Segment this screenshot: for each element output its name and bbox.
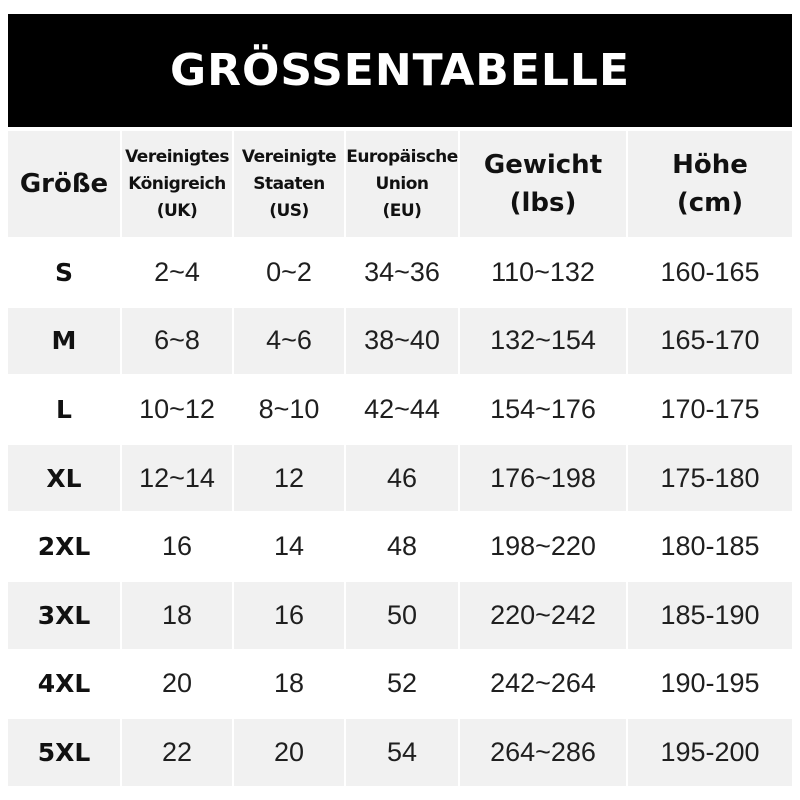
- header-line: (UK): [156, 200, 198, 221]
- header-weight: [460, 131, 628, 239]
- header-line: Gewicht: [483, 150, 603, 180]
- size-label: 2XL: [8, 513, 122, 582]
- size-table: [8, 131, 792, 788]
- size-label: XL: [8, 445, 122, 514]
- height-value: 170-175: [628, 376, 792, 445]
- us-value: 12: [234, 445, 346, 514]
- us-value: 16: [234, 582, 346, 651]
- header-line: (EU): [382, 200, 422, 221]
- size-label: 4XL: [8, 651, 122, 720]
- page-title: GRÖSSENTABELLE: [169, 45, 631, 96]
- header-size: [8, 131, 122, 239]
- weight-value: 264~286: [460, 719, 628, 788]
- header-line: Vereinigtes: [125, 146, 229, 167]
- weight-value: 198~220: [460, 513, 628, 582]
- title-bar: [8, 14, 792, 127]
- header-line: (lbs): [509, 188, 577, 218]
- header-line: (cm): [676, 188, 744, 218]
- header-us: [234, 131, 346, 239]
- eu-value: 42~44: [346, 376, 460, 445]
- header-line: Europäische: [346, 146, 458, 167]
- height-value: 185-190: [628, 582, 792, 651]
- us-value: 0~2: [234, 239, 346, 308]
- weight-value: 220~242: [460, 582, 628, 651]
- us-value: 4~6: [234, 308, 346, 377]
- eu-value: 50: [346, 582, 460, 651]
- weight-value: 242~264: [460, 651, 628, 720]
- us-value: 20: [234, 719, 346, 788]
- header-line: (US): [269, 200, 309, 221]
- size-label: 3XL: [8, 582, 122, 651]
- us-value: 14: [234, 513, 346, 582]
- header-line: Staaten: [253, 173, 325, 194]
- weight-value: 154~176: [460, 376, 628, 445]
- uk-value: 12~14: [122, 445, 234, 514]
- us-value: 8~10: [234, 376, 346, 445]
- height-value: 190-195: [628, 651, 792, 720]
- header-uk: [122, 131, 234, 239]
- weight-value: 176~198: [460, 445, 628, 514]
- height-value: 160-165: [628, 239, 792, 308]
- header-line: Königreich: [128, 173, 226, 194]
- height-value: 175-180: [628, 445, 792, 514]
- us-value: 18: [234, 651, 346, 720]
- size-label: L: [8, 376, 122, 445]
- uk-value: 10~12: [122, 376, 234, 445]
- header-line: Größe: [19, 169, 109, 199]
- eu-value: 52: [346, 651, 460, 720]
- header-eu: [346, 131, 460, 239]
- header-line: Union: [375, 173, 429, 194]
- uk-value: 6~8: [122, 308, 234, 377]
- size-label: 5XL: [8, 719, 122, 788]
- header-line: Vereinigte: [241, 146, 337, 167]
- height-value: 165-170: [628, 308, 792, 377]
- header-line: Höhe: [672, 150, 748, 180]
- weight-value: 132~154: [460, 308, 628, 377]
- weight-value: 110~132: [460, 239, 628, 308]
- eu-value: 38~40: [346, 308, 460, 377]
- header-height: [628, 131, 792, 239]
- height-value: 180-185: [628, 513, 792, 582]
- eu-value: 48: [346, 513, 460, 582]
- uk-value: 20: [122, 651, 234, 720]
- eu-value: 34~36: [346, 239, 460, 308]
- uk-value: 2~4: [122, 239, 234, 308]
- size-label: S: [8, 239, 122, 308]
- uk-value: 16: [122, 513, 234, 582]
- eu-value: 46: [346, 445, 460, 514]
- uk-value: 18: [122, 582, 234, 651]
- height-value: 195-200: [628, 719, 792, 788]
- uk-value: 22: [122, 719, 234, 788]
- eu-value: 54: [346, 719, 460, 788]
- size-label: M: [8, 308, 122, 377]
